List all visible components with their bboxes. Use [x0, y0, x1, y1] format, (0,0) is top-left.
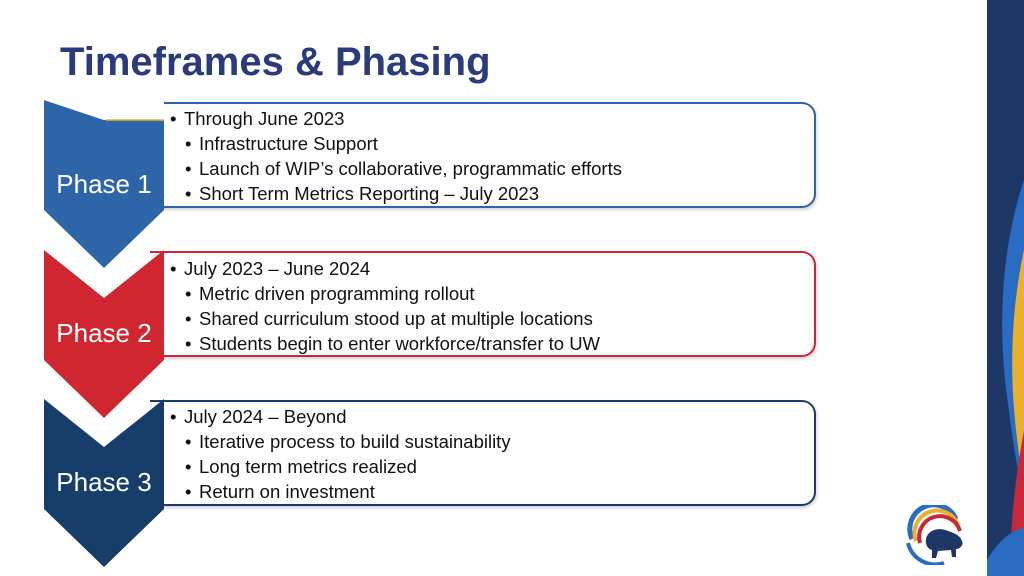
phase-2-label: Phase 2: [56, 318, 152, 348]
list-item: • Students begin to enter workforce/transfer to UW: [185, 333, 601, 354]
page-title: Timeframes & Phasing: [60, 40, 491, 84]
bison-logo-icon: [904, 505, 970, 565]
phase-1-label: Phase 1: [56, 169, 152, 199]
list-item: • Short Term Metrics Reporting – July 2023: [185, 183, 540, 204]
phase-1-period: • Through June 2023: [170, 108, 345, 129]
list-item: • Iterative process to build sustainability: [185, 431, 511, 452]
list-item: • Launch of WIP’s collaborative, programmatic efforts: [185, 158, 622, 179]
phase-3-bullets: [170, 404, 511, 504]
list-item: • Long term metrics realized: [185, 456, 417, 477]
phase-2-period: • July 2023 – June 2024: [170, 258, 371, 279]
decorative-side-band: [987, 0, 1024, 576]
list-item: • Return on investment: [185, 481, 375, 502]
phase-1-bullets: [170, 106, 622, 206]
phase-3-label: Phase 3: [56, 467, 152, 497]
phase-2-bullets: [170, 256, 600, 356]
list-item: • Shared curriculum stood up at multiple locations: [185, 308, 593, 329]
list-item: • Infrastructure Support: [185, 133, 378, 154]
phase-3-period: • July 2024 – Beyond: [170, 406, 347, 427]
list-item: • Metric driven programming rollout: [185, 283, 475, 304]
